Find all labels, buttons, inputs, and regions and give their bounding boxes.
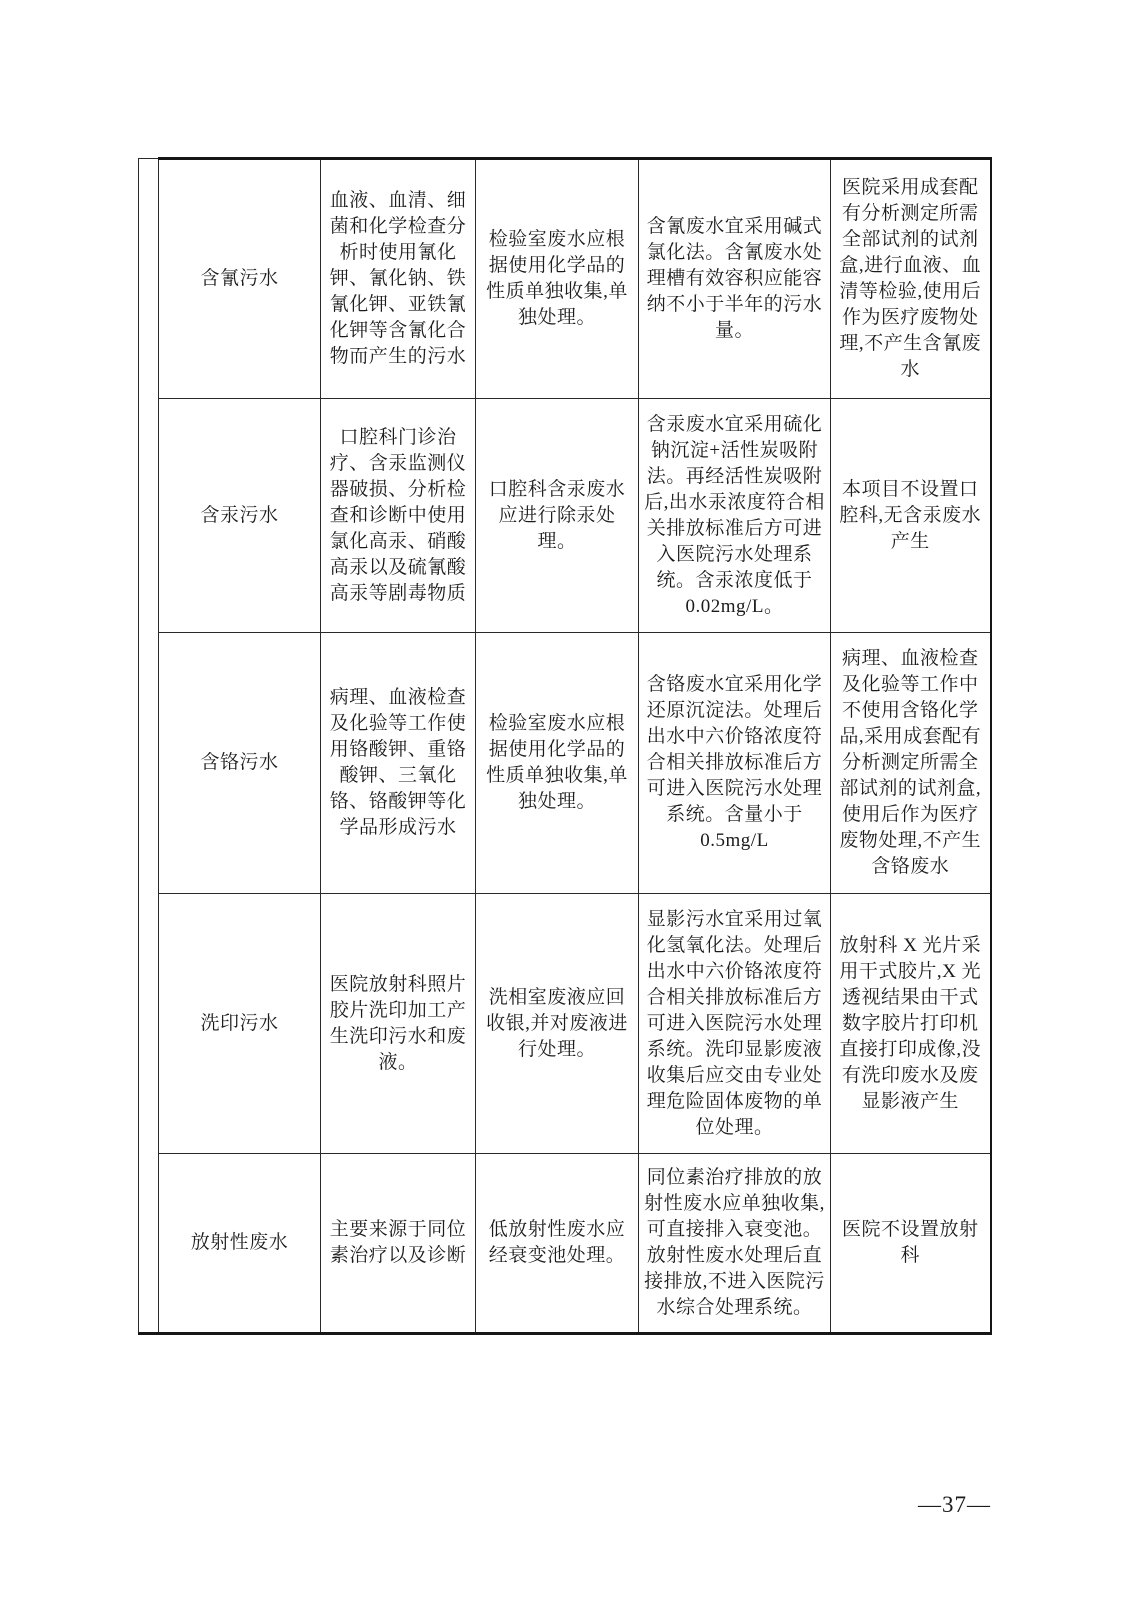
sewage-type-cell: 含氰污水	[159, 159, 321, 399]
source-cell: 口腔科门诊治疗、含汞监测仪器破损、分析检查和诊断中使用氯化高汞、硝酸高汞以及硫氰酸高汞等剧毒物质	[321, 399, 476, 633]
sewage-type-cell: 含铬污水	[159, 633, 321, 894]
collection-cell: 检验室废水应根据使用化学品的性质单独收集,单独处理。	[476, 633, 639, 894]
project-note-cell: 医院不设置放射科	[831, 1154, 991, 1334]
wastewater-table	[138, 157, 992, 1335]
project-note-cell: 放射科 X 光片采用干式胶片,X 光透视结果由干式数字胶片打印机直接打印成像,没有洗印废水及废显影液产生	[831, 894, 991, 1154]
project-note-cell: 本项目不设置口腔科,无含汞废水产生	[831, 399, 991, 633]
treatment-cell: 含汞废水宜采用硫化钠沉淀+活性炭吸附法。再经活性炭吸附后,出水汞浓度符合相关排放标准后方可进入医院污水处理系统。含汞浓度低于 0.02mg/L。	[639, 399, 831, 633]
table-row	[139, 399, 991, 633]
page-number: —37—	[918, 1492, 991, 1517]
source-cell: 血液、血清、细菌和化学检查分析时使用氰化钾、氰化钠、铁氰化钾、亚铁氰化钾等含氰化合物而产生的污水	[321, 159, 476, 399]
collection-cell: 口腔科含汞废水应进行除汞处理。	[476, 399, 639, 633]
table-row	[139, 894, 991, 1154]
table-row	[139, 1154, 991, 1334]
project-note-cell: 医院采用成套配有分析测定所需全部试剂的试剂盒,进行血液、血清等检验,使用后作为医疗废物处理,不产生含氰废水	[831, 159, 991, 399]
project-note-cell: 病理、血液检查及化验等工作中不使用含铬化学品,采用成套配有分析测定所需全部试剂的试剂盒,使用后作为医疗废物处理,不产生含铬废水	[831, 633, 991, 894]
table-row	[139, 159, 991, 399]
sewage-type-cell: 洗印污水	[159, 894, 321, 1154]
treatment-cell: 显影污水宜采用过氧化氢氧化法。处理后出水中六价铬浓度符合相关排放标准后方可进入医院污水处理系统。洗印显影废液收集后应交由专业处理危险固体废物的单位处理。	[639, 894, 831, 1154]
sewage-type-cell: 放射性废水	[159, 1154, 321, 1334]
source-cell: 主要来源于同位素治疗以及诊断	[321, 1154, 476, 1334]
collection-cell: 低放射性废水应经衰变池处理。	[476, 1154, 639, 1334]
source-cell: 医院放射科照片胶片洗印加工产生洗印污水和废液。	[321, 894, 476, 1154]
collection-cell: 检验室废水应根据使用化学品的性质单独收集,单独处理。	[476, 159, 639, 399]
treatment-cell: 同位素治疗排放的放射性废水应单独收集,可直接排入衰变池。放射性废水处理后直接排放,不进入医院污水综合处理系统。	[639, 1154, 831, 1334]
spanned-empty-cell	[139, 159, 159, 1334]
sewage-type-cell: 含汞污水	[159, 399, 321, 633]
source-cell: 病理、血液检查及化验等工作使用铬酸钾、重铬酸钾、三氧化铬、铬酸钾等化学品形成污水	[321, 633, 476, 894]
collection-cell: 洗相室废液应回收银,并对废液进行处理。	[476, 894, 639, 1154]
treatment-cell: 含氰废水宜采用碱式氯化法。含氰废水处理槽有效容积应能容纳不小于半年的污水量。	[639, 159, 831, 399]
table-row	[139, 633, 991, 894]
treatment-cell: 含铬废水宜采用化学还原沉淀法。处理后出水中六价铬浓度符合相关排放标准后方可进入医院污水处理系统。含量小于 0.5mg/L	[639, 633, 831, 894]
